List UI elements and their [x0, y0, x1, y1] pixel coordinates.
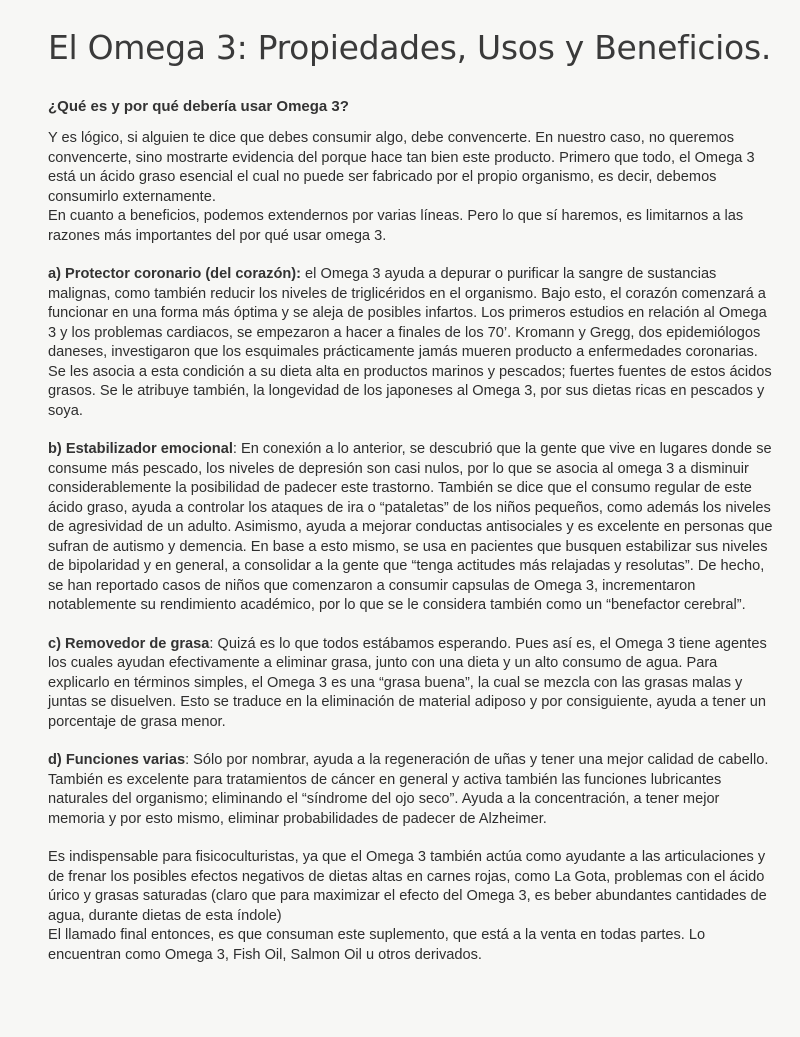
intro-block — [48, 129, 774, 246]
intro-paragraph: En cuanto a beneficios, podemos extendernos por varias líneas. Pero lo que sí haremos, es limitarnos a las razones más importantes del por qué usar omega 3. — [48, 208, 744, 244]
section-text: : En conexión a lo anterior, se descubrió que la gente que vive en lugares donde se consume más pescado, los niveles de depresión son casi nulos, por lo que se asocia al omega 3 a disminuir considerablemente la posibilidad de padecer este trastorno. También se dice que el consumo regular de este ácido graso, ayuda a controlar los ataques de ira o “pataletas” de los niños pequeños, como además los niveles de agresividad de un adulto. Asimismo, ayuda a mejorar conductas antisociales y es excelente en personas que sufran de autismo y demencia. En base a esto mismo, se usa en pacientes que busquen estabilizar sus niveles de bipolaridad y en general, a consolidar a la gente que “tenga actitudes más relajadas y resolutas”. De hecho, se han reportado casos de niños que comenzaron a consumir capsulas de Omega 3, incrementaron notablemente su rendimiento académico, por lo que se le considera también como un “benefactor cerebral”. — [48, 441, 773, 613]
closing-block — [48, 848, 774, 965]
section-paragraph — [48, 265, 774, 421]
document-subtitle: ¿Qué es y por qué debería usar Omega 3? — [48, 98, 349, 115]
section-text: : Sólo por nombrar, ayuda a la regeneración de uñas y tener una mejor calidad de cabello. También es excelente para tratamientos de cáncer en general y activa también las funciones lubricantes naturales del organismo; eliminando el “síndrome del ojo seco”. Ayuda a la concentración, a tener mejor memoria y por esto mismo, eliminar probabilidades de padecer de Alzheimer. — [48, 752, 769, 827]
section-text: : Quizá es lo que todos estábamos esperando. Pues así es, el Omega 3 tiene agentes los cuales ayudan efectivamente a eliminar grasa, junto con una dieta y un alto consumo de agua. Para explicarlo en términos simples, el Omega 3 es una “grasa buena”, la cual se mezcla con las grasas malas y juntas se disuelven. Esto se traduce en la eliminación de material adiposo y por consiguiente, ayuda a tener un porcentaje de grasa menor. — [48, 635, 767, 730]
intro-paragraph: Y es lógico, si alguien te dice que debes consumir algo, debe convencerte. En nuestro caso, no queremos convencerte, sino mostrarte evidencia del porque hace tan bien este producto. Primero que todo, el Omega 3 está un ácido graso esencial el cual no puede ser fabricado por el propio organismo, es decir, debemos consumirlo externamente. — [48, 130, 755, 205]
section-text: el Omega 3 ayuda a depurar o purificar la sangre de sustancias malignas, como también reducir los niveles de triglicéridos en el organismo. Bajo esto, el corazón comenzará a funcionar en una forma más óptima y se aleja de posibles infartos. Los primeros estudios en relación al Omega 3 y los problemas cardiacos, se empezaron a hacer a finales de los 70’. Kromann y Gregg, dos epidemiólogos daneses, investigaron que los esquimales prácticamente jamás mueren producto a enfermedades coronarias. Se les asocia a esta condición a su dieta alta en productos marinos y pescados; fuertes fuentes de estos ácidos grasos. Se le atribuye también, la longevidad de los japoneses al Omega 3, por sus dietas ricas en pescados y soya. — [48, 266, 772, 419]
section-funciones-varias — [48, 751, 774, 829]
section-paragraph — [48, 751, 774, 829]
section-label: d) Funciones varias — [48, 752, 186, 768]
section-protector-coronario — [48, 265, 774, 421]
section-label: a) Protector coronario (del corazón): — [48, 266, 301, 282]
section-estabilizador-emocional — [48, 440, 774, 616]
closing-paragraph: Es indispensable para fisicoculturistas, ya que el Omega 3 también actúa como ayudante a las articulaciones y de frenar los posibles efectos negativos de dietas altas en carnes rojas, como La Gota, problemas con el ácido úrico y grasas saturadas (claro que para maximizar el efecto del Omega 3, es beber abundantes cantidades de agua, durante dietas de esta índole) — [48, 849, 767, 924]
document-title: El Omega 3: Propiedades, Usos y Beneficios. — [48, 28, 772, 67]
section-removedor-de-grasa — [48, 635, 774, 733]
closing-paragraph: El llamado final entonces, es que consuman este suplemento, que está a la venta en todas partes. Lo encuentran como Omega 3, Fish Oil, Salmon Oil u otros derivados. — [48, 927, 706, 963]
section-label: b) Estabilizador emocional — [48, 441, 233, 457]
section-paragraph — [48, 440, 774, 616]
section-paragraph — [48, 635, 774, 733]
section-label: c) Removedor de grasa — [48, 635, 210, 652]
